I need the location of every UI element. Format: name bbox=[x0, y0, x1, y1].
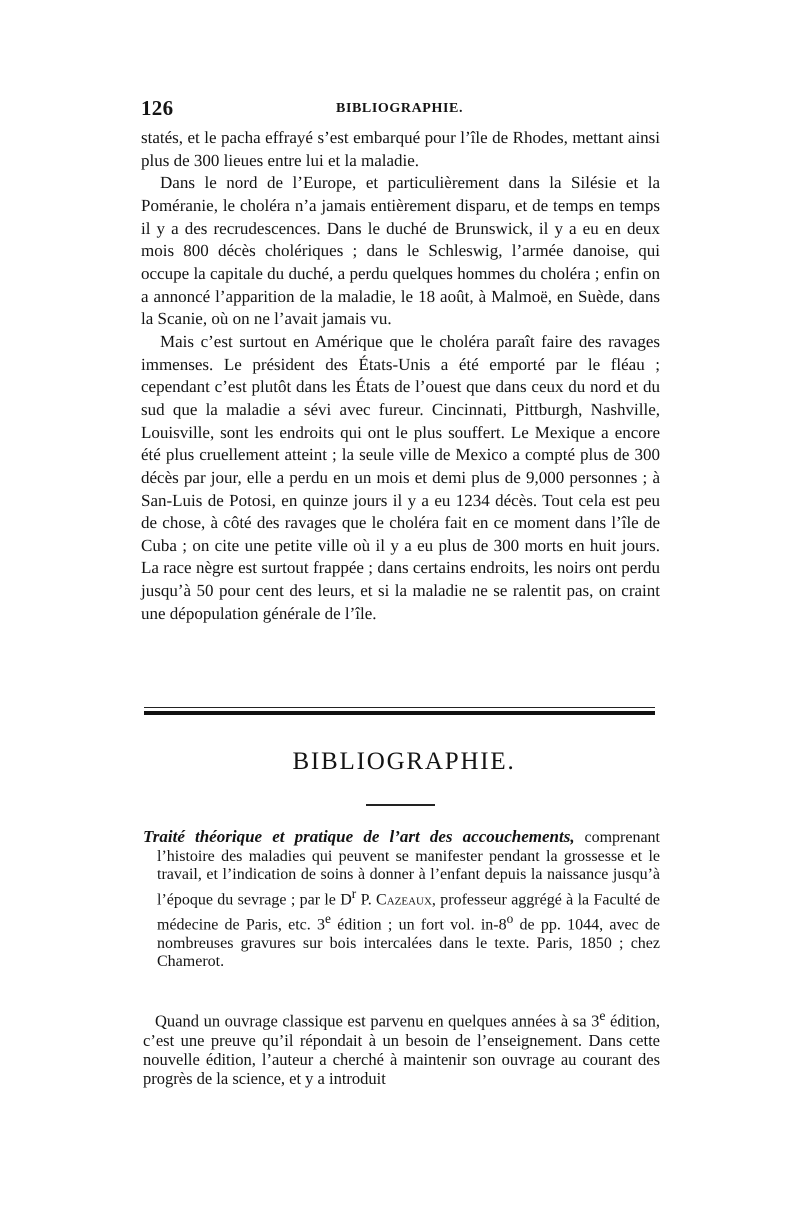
divider-thin-line bbox=[144, 707, 655, 708]
superscript: r bbox=[351, 885, 357, 901]
review-text-part: édition, c’est une preuve qu’il répondait à un besoin de l’enseignement. Dans cette nouvelle édition, l’auteur a cherché à maintenir son ouvrage au courant des progrès de la science, et y a introduit bbox=[143, 1011, 660, 1088]
paragraph: Dans le nord de l’Europe, et particulièrement dans la Silésie et la Poméranie, le choléra n’a jamais entièrement disparu, et de temps en temps il y a des recrudescences. Dans le duché de Brunswick, il y a eu en deux mois 800 décès cholériques ; dans le Schleswig, l’armée danoise, qui occupe la capitale du duché, a perdu quelques hommes du choléra ; enfin on a annoncé l’apparition de la maladie, le 18 août, à Malmoë, en Suède, dans la Scanie, où on ne l’avait jamais vu. bbox=[141, 173, 660, 329]
entry-text-part: de pp. 1044, avec de nombreuses gravures sur bois intercalées dans le texte. Paris, 1850 ; chez Chamerot. bbox=[157, 916, 661, 971]
superscript: o bbox=[506, 910, 514, 926]
book-title: Traité théorique et pratique de l’art des accouchements, bbox=[143, 827, 575, 846]
entry-text-part: comprenant l’histoire des maladies qui peuvent se manifester pendant la grossesse et le travail, et l’indication de soins à donner à l’enfant depuis la naissance jusqu’à l’époque du sevrage ; par le D bbox=[157, 829, 660, 909]
review-text bbox=[143, 1006, 660, 1088]
paragraph: Mais c’est surtout en Amérique que le choléra paraît faire des ravages immenses. Le président des États-Unis a été emporté par le fléau ; cependant c’est plutôt dans les États de l’ouest que dans ceux du nord et du sud que la maladie a sévi avec fureur. Cincinnati, Pittburgh, Nashville, Louisville, sont les endroits qui ont le plus souffert. Le Mexique a encore été plus cruellement atteint ; la seule ville de Mexico a compté plus de 300 décès par jour, elle a perdu en un mois et demi plus de 9,000 personnes ; à San-Luis de Potosi, en quinze jours il y a eu 1234 décès. Tout cela est peu de chose, à côté des ravages que le choléra fait en ce moment dans l’île de Cuba ; on cite une petite ville où il y a eu plus de 300 morts en huit jours. La race nègre est surtout frappée ; dans certains endroits, les noirs ont perdu jusqu’à 50 pour cent des leurs, et si la maladie ne se ralentit pas, on craint une dépopulation générale de l’île. bbox=[141, 331, 660, 623]
page-number: 126 bbox=[141, 96, 174, 120]
entry-text bbox=[143, 828, 660, 972]
superscript: e bbox=[325, 910, 331, 926]
title-underline bbox=[366, 804, 435, 806]
article-body bbox=[141, 127, 660, 625]
section-title: BIBLIOGRAPHIE. bbox=[292, 748, 516, 775]
review-paragraph bbox=[143, 1006, 660, 1088]
entry-text-part: , professeur aggrégé à la Faculté de médecine de Paris, etc. 3 bbox=[157, 891, 660, 934]
divider-thick-line bbox=[144, 711, 655, 715]
entry-text-part: P. bbox=[356, 891, 377, 909]
author-name: Cazeaux bbox=[376, 891, 432, 909]
paragraph: statés, et le pacha effrayé s’est embarqué pour l’île de Rhodes, mettant ainsi plus de 300 lieues entre lui et la maladie. bbox=[141, 128, 660, 170]
superscript: e bbox=[599, 1008, 606, 1023]
page-header bbox=[141, 96, 660, 120]
section-divider bbox=[144, 707, 655, 715]
running-head: BIBLIOGRAPHIE. bbox=[336, 101, 464, 116]
bibliography-entry bbox=[143, 828, 660, 972]
review-text-part: Quand un ouvrage classique est parvenu en quelques années à sa 3 bbox=[155, 1011, 600, 1031]
entry-text-part: édition ; un fort vol. in-8 bbox=[330, 916, 507, 934]
